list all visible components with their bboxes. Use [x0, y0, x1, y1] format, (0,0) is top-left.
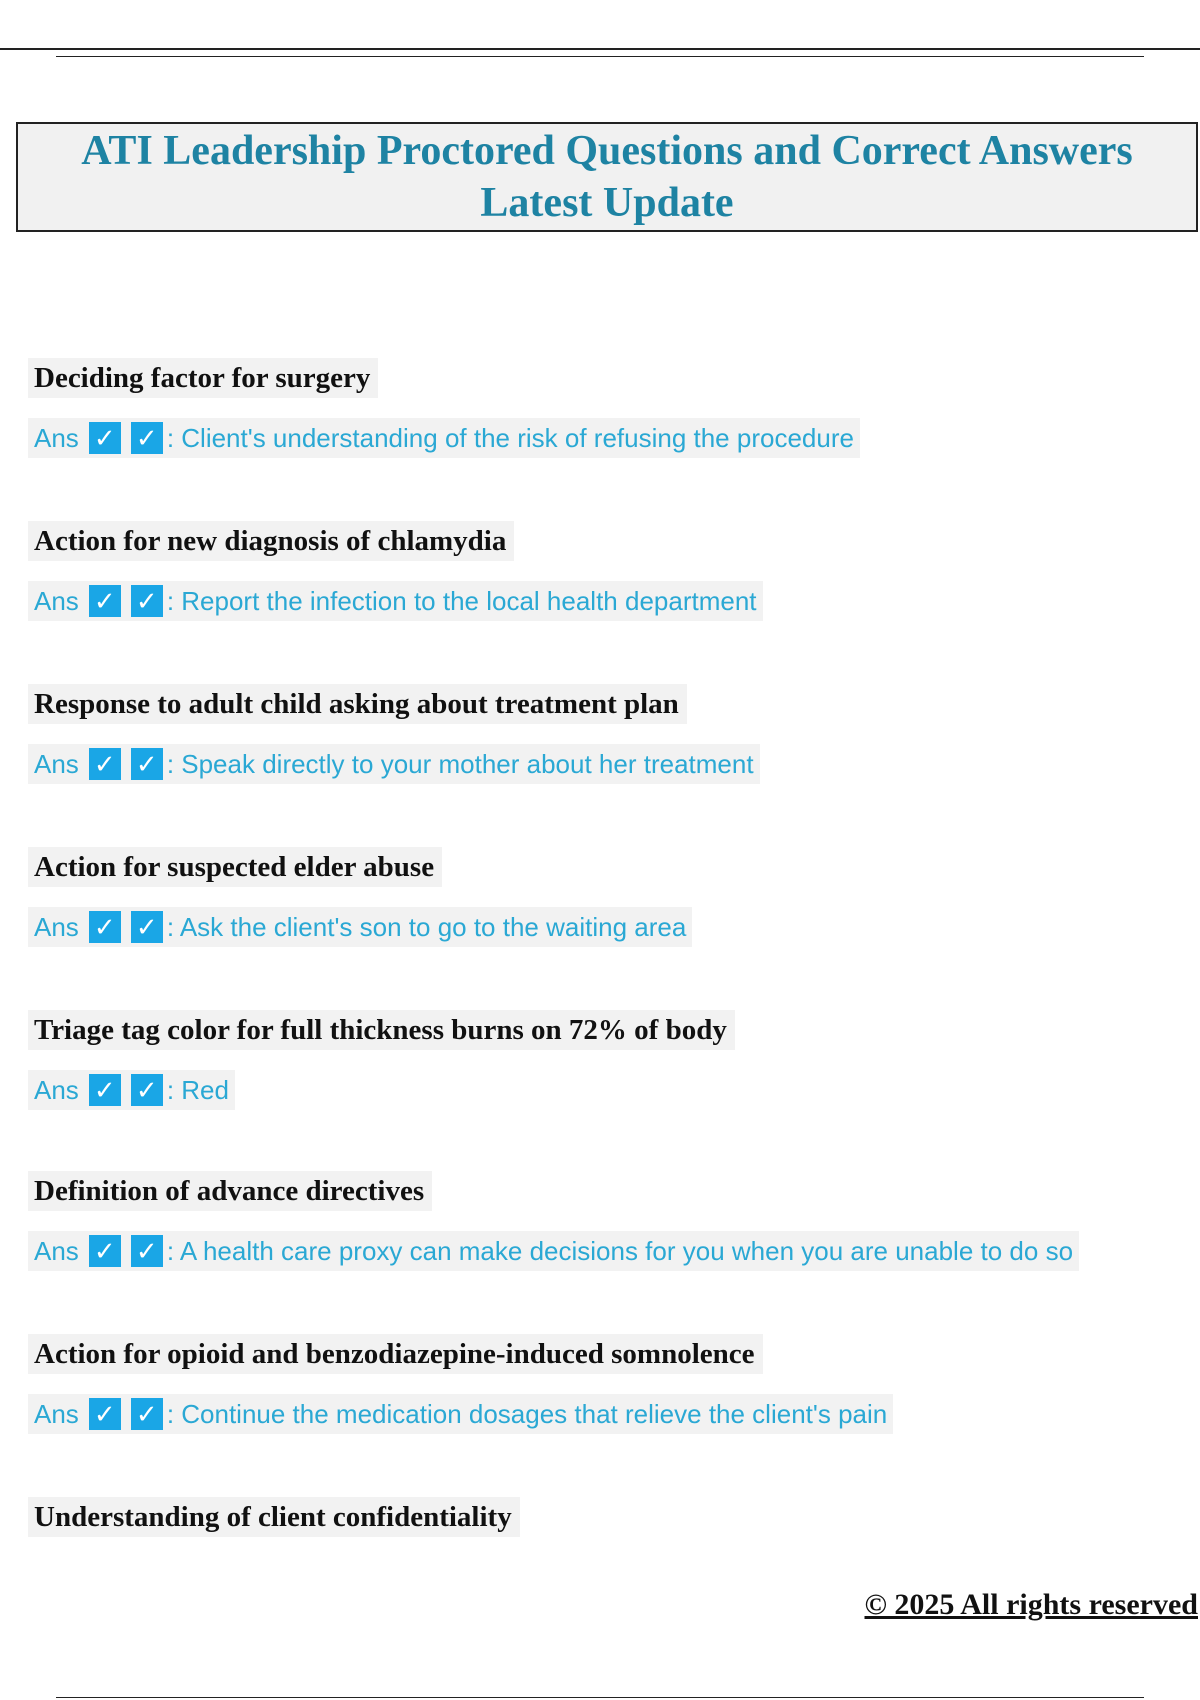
answer-row [28, 581, 763, 621]
qa-item [28, 1497, 1178, 1537]
answer-text: : Red [166, 1074, 229, 1105]
checkmark-icon: ✓ [89, 1074, 121, 1106]
checkmark-icon: ✓ [89, 1398, 121, 1430]
answer-text: : Client's understanding of the risk of refusing the procedure [166, 422, 854, 453]
answer-prefix: Ans [34, 422, 79, 453]
title-box [16, 122, 1198, 232]
answer-row [28, 418, 860, 458]
answer-text: : Speak directly to your mother about her treatment [166, 748, 754, 779]
answer-prefix: Ans [34, 1235, 79, 1266]
answer-prefix: Ans [34, 1074, 79, 1105]
question-text: Response to adult child asking about treatment plan [28, 684, 687, 724]
question-text: Triage tag color for full thickness burns on 72% of body [28, 1010, 735, 1050]
checkmark-icon: ✓ [131, 748, 163, 780]
qa-item [28, 1010, 1178, 1110]
answer-prefix: Ans [34, 1398, 79, 1429]
answer-row [28, 907, 692, 947]
qa-item [28, 521, 1178, 621]
title-line-2: Latest Update [480, 180, 734, 226]
answer-row [28, 744, 760, 784]
copyright-footer: © 2025 All rights reserved [864, 1588, 1198, 1621]
answer-prefix: Ans [34, 585, 79, 616]
bottom-rule [56, 1697, 1144, 1698]
qa-item [28, 847, 1178, 947]
top-rule [0, 48, 1200, 50]
answer-text: : A health care proxy can make decisions for you when you are unable to do so [166, 1235, 1074, 1266]
checkmark-icon: ✓ [131, 585, 163, 617]
title-line-1: ATI Leadership Proctored Questions and Correct Answers [81, 128, 1133, 174]
checkmark-icon: ✓ [89, 585, 121, 617]
checkmark-icon: ✓ [131, 1235, 163, 1267]
question-text: Understanding of client confidentiality [28, 1497, 520, 1537]
checkmark-icon: ✓ [131, 422, 163, 454]
qa-item [28, 1334, 1178, 1434]
answer-text: : Continue the medication dosages that relieve the client's pain [166, 1398, 888, 1429]
answer-row [28, 1394, 893, 1434]
answer-row [28, 1070, 235, 1110]
question-text: Deciding factor for surgery [28, 358, 378, 398]
checkmark-icon: ✓ [89, 422, 121, 454]
checkmark-icon: ✓ [131, 1398, 163, 1430]
qa-item [28, 1171, 1178, 1271]
question-text: Action for new diagnosis of chlamydia [28, 521, 514, 561]
question-text: Definition of advance directives [28, 1171, 432, 1211]
checkmark-icon: ✓ [89, 911, 121, 943]
checkmark-icon: ✓ [131, 1074, 163, 1106]
checkmark-icon: ✓ [131, 911, 163, 943]
top-rule-inner [56, 56, 1144, 57]
answer-text: : Ask the client's son to go to the waiting area [166, 911, 687, 942]
checkmark-icon: ✓ [89, 748, 121, 780]
answer-prefix: Ans [34, 748, 79, 779]
qa-item [28, 358, 1178, 458]
answer-prefix: Ans [34, 911, 79, 942]
qa-item [28, 684, 1178, 784]
answer-row [28, 1231, 1079, 1271]
answer-text: : Report the infection to the local health department [166, 585, 757, 616]
question-text: Action for opioid and benzodiazepine-induced somnolence [28, 1334, 763, 1374]
question-text: Action for suspected elder abuse [28, 847, 442, 887]
checkmark-icon: ✓ [89, 1235, 121, 1267]
